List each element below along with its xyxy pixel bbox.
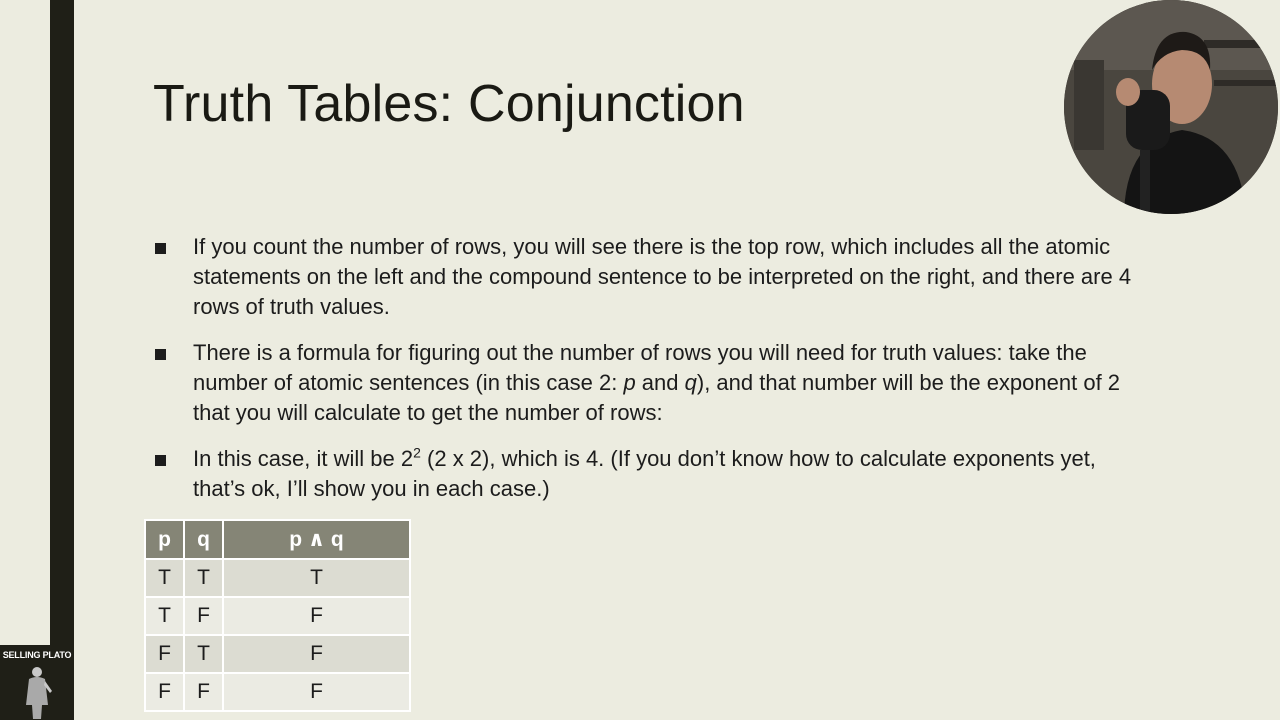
left-accent-bar — [50, 0, 74, 720]
bullet-text: In this case, it will be 2 — [193, 446, 414, 471]
truth-table — [144, 519, 411, 712]
presenter-webcam-overlay — [1064, 0, 1278, 214]
selling-plato-logo — [0, 645, 74, 720]
table-cell: F — [145, 673, 184, 711]
table-cell: F — [223, 597, 410, 635]
bullet-square-icon — [155, 349, 166, 360]
table-cell: F — [223, 635, 410, 673]
table-row — [145, 635, 410, 673]
bullet-square-icon — [155, 455, 166, 466]
table-row — [145, 597, 410, 635]
table-cell: F — [223, 673, 410, 711]
header-p-and-q: p ∧ q — [223, 520, 410, 559]
bullet-text: and — [635, 370, 685, 395]
bullet-text: There is a formula for figuring out the number of rows you will need for truth values: take the number of atomic sentences (in this case 2: — [193, 340, 1087, 395]
table-row — [145, 559, 410, 597]
bullet-list — [152, 232, 1142, 520]
table-cell: T — [145, 597, 184, 635]
logo-text: SELLING PLATO — [2, 650, 72, 660]
table-cell: T — [184, 635, 223, 673]
bullet-text: If you count the number of rows, you will see there is the top row, which includes all the atomic statements on the left and the compound sentence to be interpreted on the right, and there are 4 rows of truth values. — [193, 234, 1132, 319]
variable-q: q — [684, 370, 697, 395]
table-header-row — [145, 520, 410, 559]
bullet-square-icon — [155, 243, 166, 254]
table-cell: T — [223, 559, 410, 597]
table-cell: T — [145, 559, 184, 597]
bullet-item — [152, 232, 1142, 322]
table-row — [145, 673, 410, 711]
exponent: 2 — [413, 444, 421, 461]
bullet-item — [152, 338, 1142, 428]
slide-title: Truth Tables: Conjunction — [153, 75, 745, 133]
presenter-video-icon — [1064, 0, 1278, 214]
table-cell: F — [184, 673, 223, 711]
header-q: q — [184, 520, 223, 559]
table-cell: F — [184, 597, 223, 635]
table-cell: T — [184, 559, 223, 597]
bullet-text: (2 x 2), which is 4. (If you don’t know how to calculate exponents yet, that’s ok, I’ll show you in each case.) — [193, 446, 1096, 501]
variable-p: p — [623, 370, 636, 395]
table-cell: F — [145, 635, 184, 673]
bullet-text: ), and that number will be the exponent of 2 that you will calculate to get the number of rows: — [193, 370, 1121, 425]
header-p: p — [145, 520, 184, 559]
bullet-item — [152, 444, 1142, 504]
